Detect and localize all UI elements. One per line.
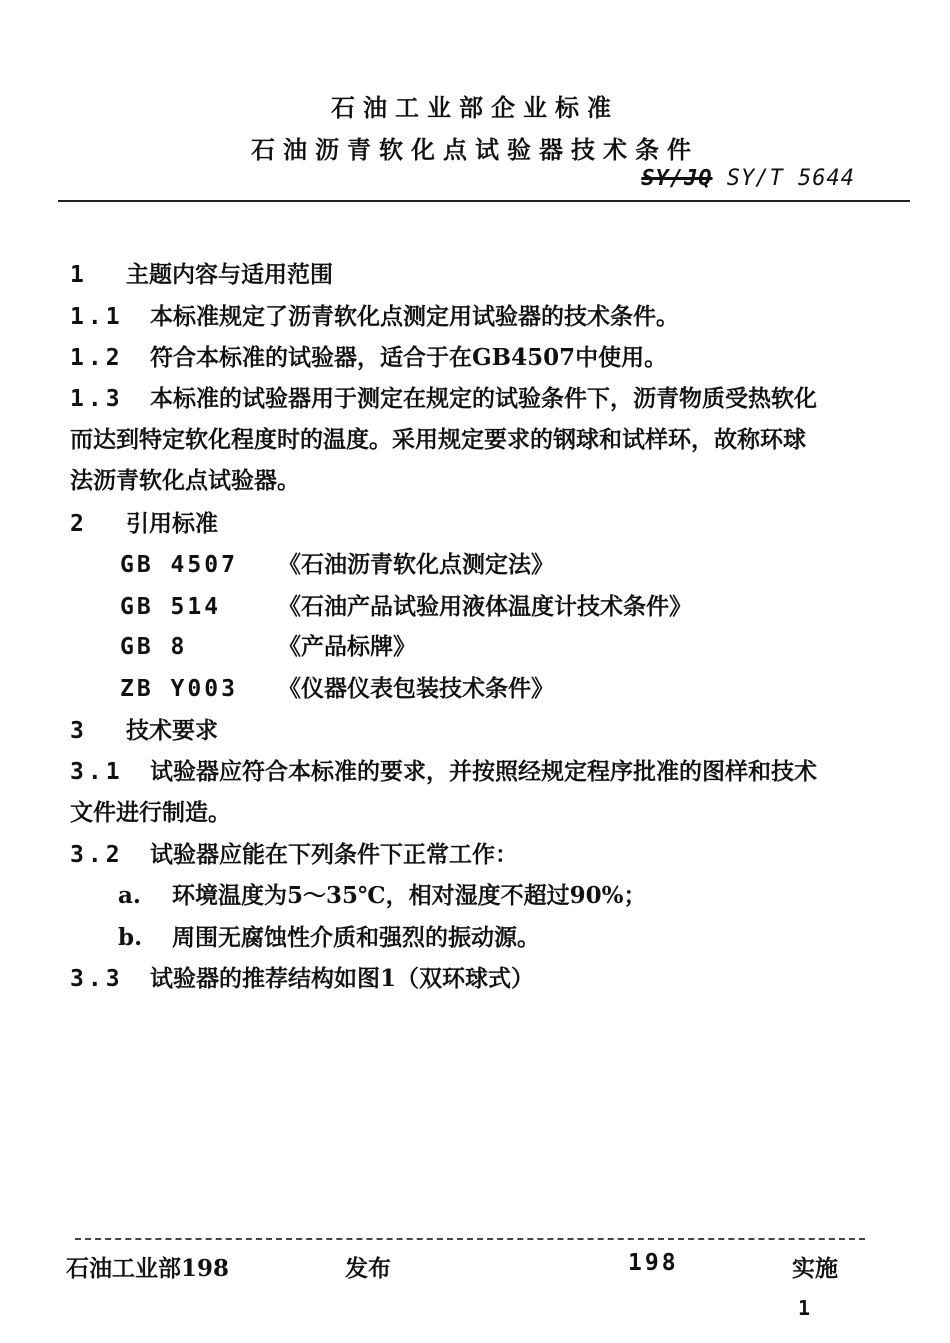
clause-text: 试验器的推荐结构如图1（双环球式） [150, 965, 535, 992]
reference-title: 《产品标牌》 [278, 633, 417, 660]
clause-text: 本标准的试验器用于测定在规定的试验条件下，沥青物质受热软化 [150, 385, 818, 412]
clause-1-2 [70, 339, 667, 372]
section-number: 1 [70, 262, 88, 288]
condition-item-a [118, 877, 646, 910]
section-number: 2 [70, 511, 88, 537]
reference-item [120, 670, 554, 703]
reference-code: ZB Y003 [120, 676, 238, 702]
clause-number: 1.2 [70, 345, 124, 371]
clause-number: 3.2 [70, 842, 124, 868]
standard-code-old: SY/JQ [641, 166, 713, 191]
footer-issuer: 石油工业部198 [66, 1255, 230, 1282]
standard-code-new: SY/T 5644 [726, 166, 855, 191]
reference-item [120, 588, 692, 621]
clause-3-2 [70, 836, 518, 869]
footer-implementation-label: 实施 [792, 1255, 838, 1282]
reference-code: GB 514 [120, 594, 222, 620]
section-title: 主题内容与适用范围 [126, 261, 334, 288]
footer-rule [75, 1238, 865, 1240]
clause-number: 3.3 [70, 966, 124, 992]
reference-code: GB 4507 [120, 552, 238, 578]
clause-text: 符合本标准的试验器，适合于在GB4507中使用。 [150, 344, 668, 371]
clause-1-3-line-3: 法沥青软化点试验器。 [70, 467, 300, 494]
clause-number: 3.1 [70, 759, 124, 785]
item-text: 环境温度为5～35℃，相对湿度不超过90%； [172, 882, 647, 909]
clause-1-1 [70, 298, 679, 331]
reference-item [120, 628, 416, 661]
clause-1-3-line-2: 而达到特定软化程度时的温度。采用规定要求的钢球和试样环，故称环球 [70, 426, 806, 453]
org-standard-title: 石油工业部企业标准 [331, 93, 619, 122]
document-title: 石油沥青软化点试验器技术条件 [251, 135, 699, 164]
reference-title: 《石油产品试验用液体温度计技术条件》 [278, 593, 693, 620]
header-rule [58, 200, 910, 202]
clause-3-3 [70, 960, 534, 993]
clause-text: 本标准规定了沥青软化点测定用试验器的技术条件。 [150, 303, 680, 330]
standard-code [641, 166, 855, 191]
clause-3-1 [70, 753, 817, 786]
item-label: b. [118, 924, 143, 951]
reference-title: 《仪器仪表包装技术条件》 [278, 675, 555, 702]
section-1-heading [70, 256, 333, 289]
clause-text: 试验器应符合本标准的要求，并按照经规定程序批准的图样和技术 [150, 758, 818, 785]
section-2-heading [70, 505, 218, 538]
section-title: 引用标准 [126, 510, 219, 537]
footer-implementation-year: 198 [628, 1250, 679, 1276]
footer-issue-label: 发布 [345, 1255, 391, 1282]
reference-code: GB 8 [120, 634, 188, 660]
item-label: a. [118, 882, 141, 909]
item-text: 周围无腐蚀性介质和强烈的振动源。 [172, 924, 541, 951]
section-number: 3 [70, 718, 88, 744]
reference-title: 《石油沥青软化点测定法》 [278, 551, 555, 578]
condition-item-b [118, 919, 540, 952]
clause-number: 1.1 [70, 304, 124, 330]
clause-number: 1.3 [70, 386, 124, 412]
page-number: 1 [798, 1296, 811, 1320]
clause-1-3 [70, 380, 817, 413]
section-title: 技术要求 [126, 717, 219, 744]
clause-text: 试验器应能在下列条件下正常工作： [150, 841, 519, 868]
section-3-heading [70, 712, 218, 745]
clause-3-1-line-2: 文件进行制造。 [70, 799, 231, 826]
reference-item [120, 546, 554, 579]
